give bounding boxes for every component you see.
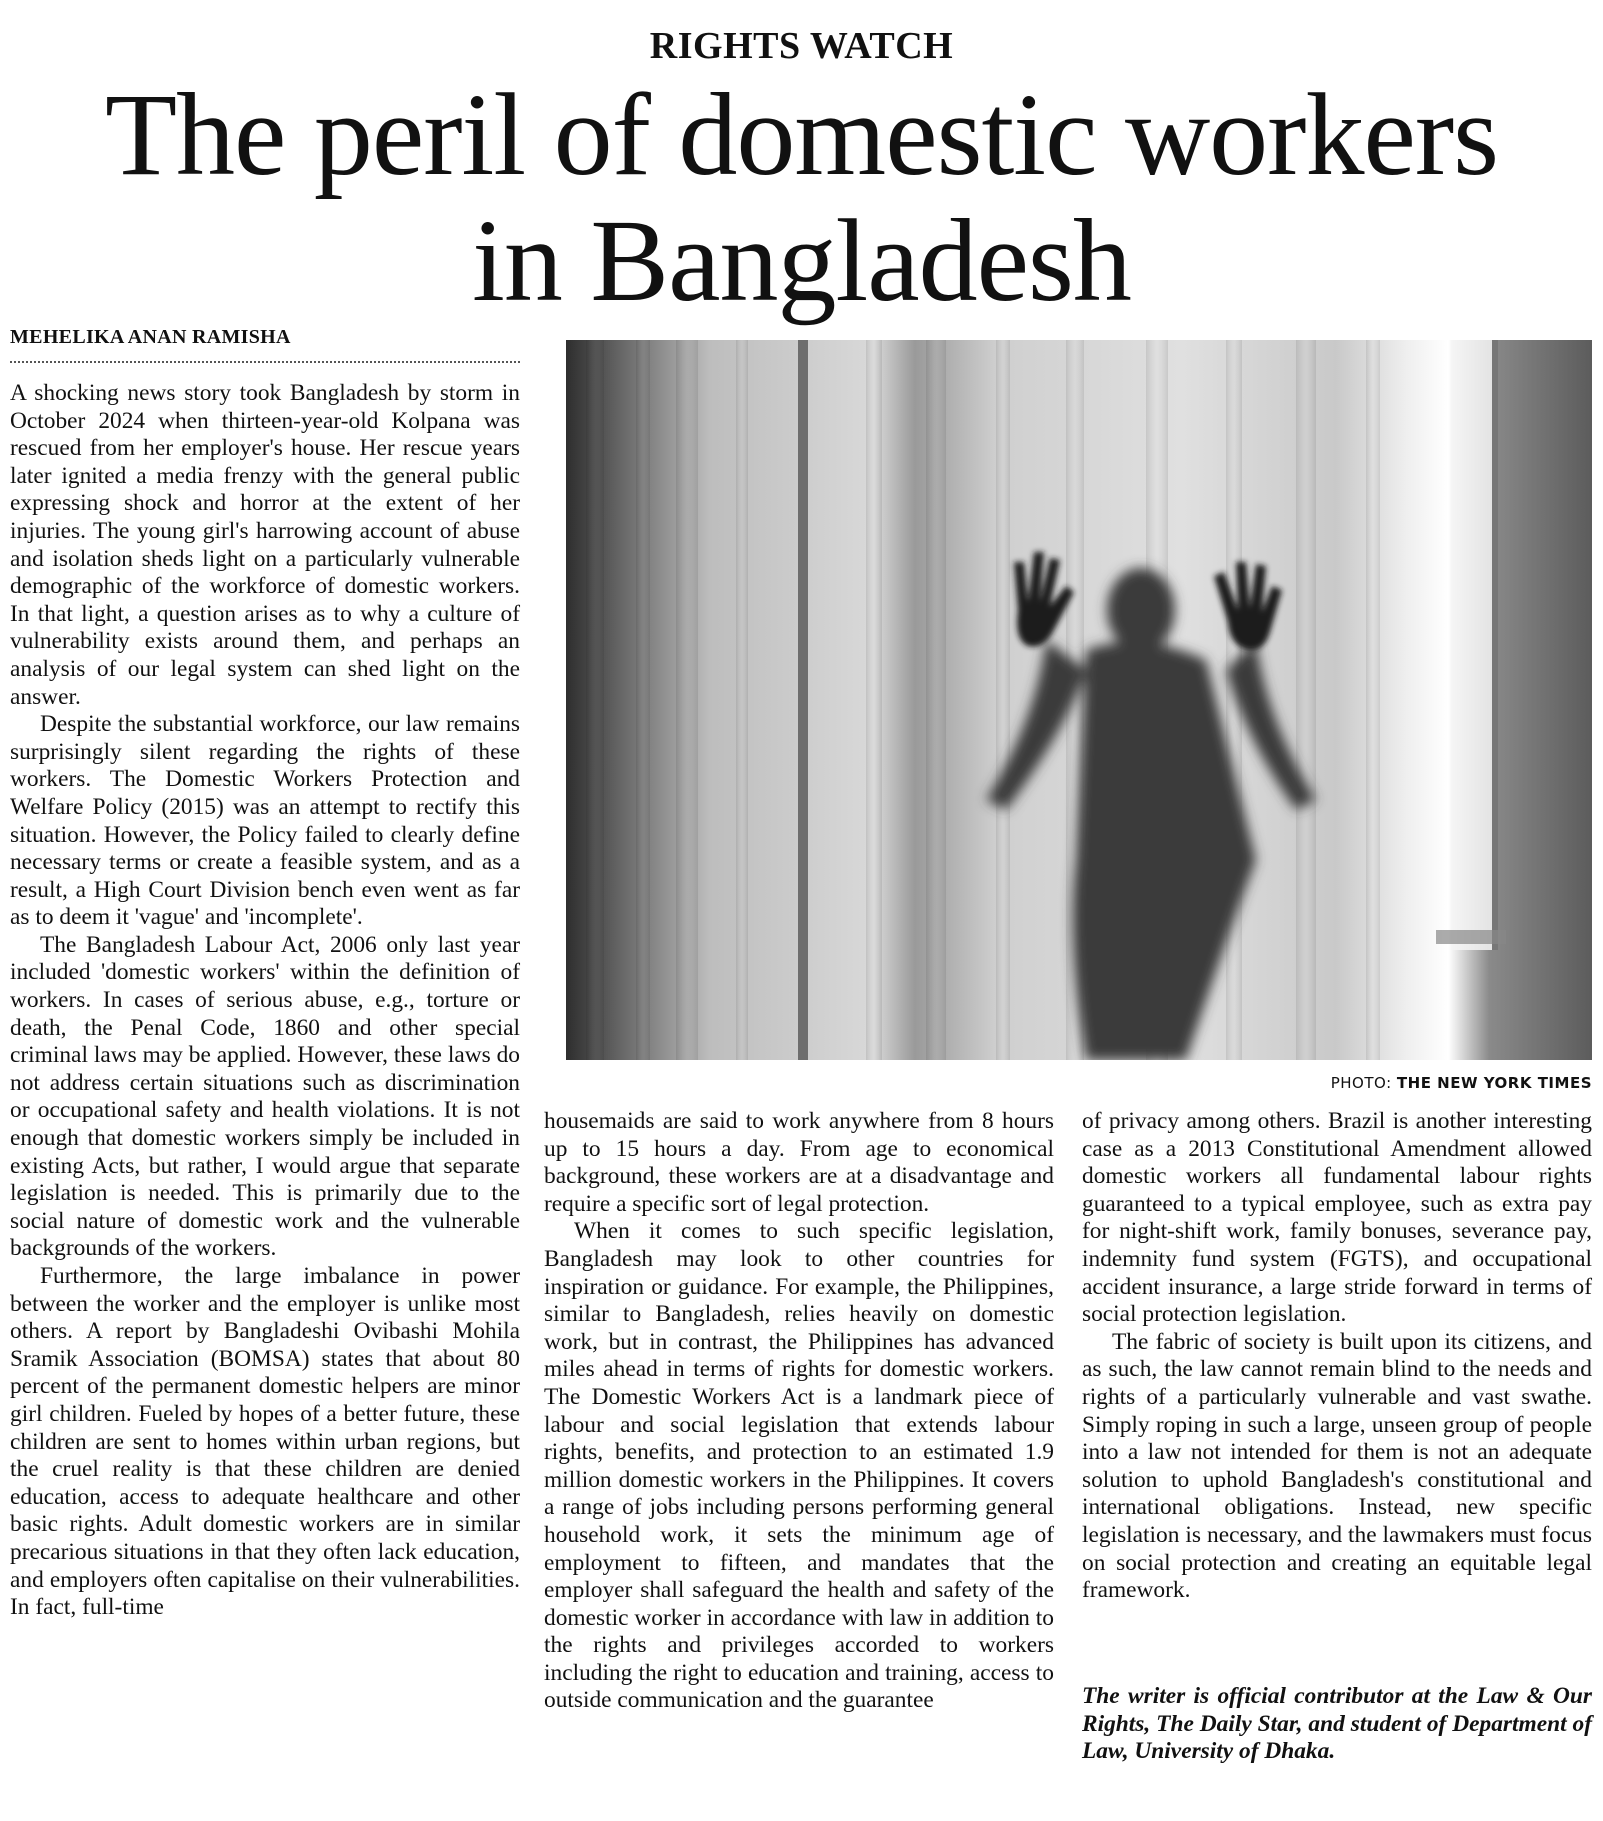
paragraph: of privacy among others. Brazil is another interesting case as a 2013 Constitutional Amendment allowed domestic workers all fundamental labour rights guaranteed to a typical employee, such as extra pay for night-shift work, family bonuses, severance pay, indemnity fund system (FGTS), and occupational accident insurance, a large stride forward in terms of social protection legislation. (1082, 1108, 1592, 1328)
article-column-3 (1082, 1108, 1592, 1605)
paragraph: When it comes to such specific legislation, Bangladesh may look to other countries for inspiration or guidance. For example, the Philippines, similar to Bangladesh, relies heavily on domestic work, but in contrast, the Philippines has advanced miles ahead in terms of rights for domestic workers. The Domestic Workers Act is a landmark piece of labour and social legislation that extends labour rights, benefits, and protection to an estimated 1.9 million domestic workers in the Philippines. It covers a range of jobs including persons performing general household work, it sets the minimum age of employment to fifteen, and mandates that the employer shall safeguard the health and safety of the domestic worker in accordance with law in addition to the rights and privileges accorded to workers including the right to education and training, access to outside communication and the guarantee (544, 1218, 1054, 1714)
article-column-1 (10, 380, 520, 1622)
headline-line-2: in Bangladesh (472, 195, 1131, 326)
headline-line-1: The peril of domestic workers (104, 69, 1499, 200)
writer-note: The writer is official contributor at the Law & Our Rights, The Daily Star, and student of Department of Law, University of Dhaka. (1082, 1683, 1592, 1765)
section-label: RIGHTS WATCH (649, 25, 954, 67)
article-column-2 (544, 1108, 1054, 1715)
paragraph: The fabric of society is built upon its citizens, and as such, the law cannot remain blind to the needs and rights of a particularly vulnerable and vast swathe. Simply roping in such a large, unseen group of people into a law not intended for them is not an adequate solution to uphold Bangladesh's constitutional and international obligations. Instead, new specific legislation is necessary, and the lawmakers must focus on social protection and creating an equitable legal framework. (1082, 1328, 1592, 1604)
paragraph: Despite the substantial workforce, our law remains surprisingly silent regarding the rights of these workers. The Domestic Workers Protection and Welfare Policy (2015) was an attempt to rectify this situation. However, the Policy failed to clearly define necessary terms or create a feasible system, and as a result, a High Court Division bench even went as far as to deem it 'vague' and 'incomplete'. (10, 711, 520, 931)
paragraph: A shocking news story took Bangladesh by storm in October 2024 when thirteen-year-old Kolpana was rescued from her employer's house. Her rescue years later ignited a media frenzy with the general public expressing shock and horror at the extent of her injuries. The young girl's harrowing account of abuse and isolation sheds light on a particularly vulnerable demographic of the workforce of domestic workers. In that light, a question arises as to why a culture of vulnerability exists around them, and perhaps an analysis of our legal system can shed light on the answer. (10, 380, 520, 710)
article-photo (566, 340, 1592, 1060)
paragraph: housemaids are said to work anywhere from 8 hours up to 15 hours a day. From age to economical background, these workers are at a disadvantage and require a specific sort of legal protection. (544, 1108, 1054, 1217)
paragraph: The Bangladesh Labour Act, 2006 only last year included 'domestic workers' within the definition of workers. In cases of serious abuse, e.g., torture or death, the Penal Code, 1860 and other special criminal laws may be applied. However, these laws do not address certain situations such as discrimination or occupational safety and health violations. It is not enough that domestic workers simply be included in existing Acts, but rather, I would argue that separate legislation is needed. This is primarily due to the social nature of domestic work and the vulnerable backgrounds of the workers. (10, 931, 520, 1262)
photo-credit-source: THE NEW YORK TIMES (1396, 1074, 1592, 1092)
photo-credit-prefix: PHOTO: (1330, 1074, 1392, 1092)
curtain-silhouette-image (566, 340, 1592, 1060)
paragraph: Furthermore, the large imbalance in power between the worker and the employer is unlike most others. A report by Bangladeshi Ovibashi Mohila Sramik Association (BOMSA) states that about 80 percent of the permanent domestic helpers are minor girl children. Fueled by hopes of a better future, these children are sent to homes within urban regions, but the cruel reality is that these children are denied education, access to adequate healthcare and other basic rights. Adult domestic workers are in similar precarious situations in that they often lack education, and employers often capitalise on their vulnerabilities. In fact, full-time (10, 1263, 520, 1621)
photo-credit (1331, 1074, 1592, 1092)
byline: MEHELIKA ANAN RAMISHA (10, 326, 520, 363)
headline (0, 69, 1603, 326)
